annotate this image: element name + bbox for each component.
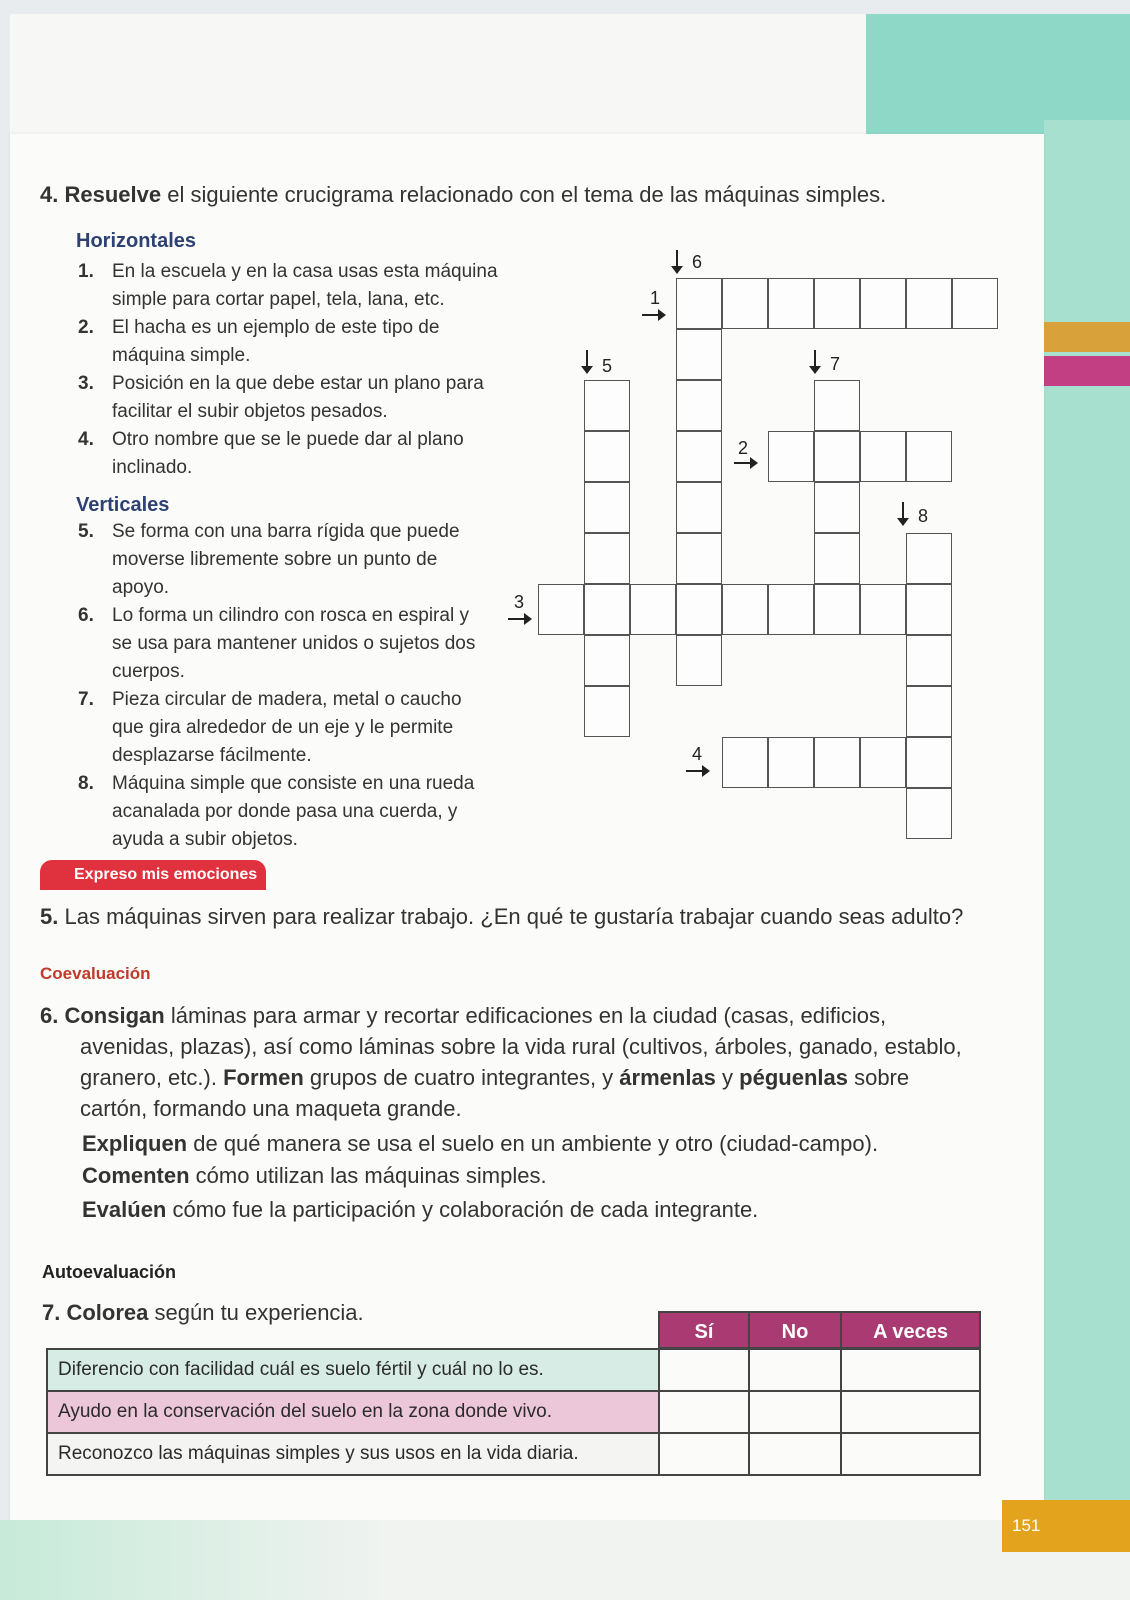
question-number: 5.: [40, 904, 59, 929]
clue-line: El hacha es un ejemplo de este tipo de: [112, 317, 440, 338]
clue-line: ayuda a subir objetos.: [112, 829, 298, 850]
arrow-right-icon: [508, 618, 526, 620]
crossword-cell[interactable]: [676, 635, 722, 686]
crossword-cell[interactable]: [952, 278, 998, 329]
decorative-bottom-band: [0, 1520, 1130, 1600]
answer-cell-a-veces[interactable]: [840, 1434, 981, 1474]
clue-item: [78, 770, 475, 854]
coevaluacion-heading: Coevaluación: [40, 964, 151, 983]
crossword-cell[interactable]: [814, 533, 860, 584]
question-text: según tu experiencia.: [148, 1300, 364, 1325]
crossword-cell[interactable]: [584, 686, 630, 737]
clue-line: que gira alrededor de un eje y le permite: [112, 717, 454, 738]
table-row: [46, 1432, 981, 1476]
question-text: el siguiente crucigrama relacionado con el tema de las máquinas simples.: [161, 182, 887, 207]
clue-line: apoyo.: [112, 577, 170, 598]
clue-marker-6: 6: [692, 252, 703, 272]
bold-verb: Consigan: [64, 1003, 165, 1028]
clue-number: 1.: [78, 261, 94, 282]
question-7: [42, 1300, 364, 1326]
question-6-step1: [82, 1128, 878, 1159]
bold-verb: Comenten: [82, 1163, 190, 1188]
clue-item: [78, 370, 484, 426]
text-run: láminas para armar y recortar edificaciones en la ciudad (casas, edificios,: [164, 1003, 887, 1028]
crossword-cell[interactable]: [538, 584, 584, 635]
table-header-a-veces: A veces: [840, 1311, 981, 1349]
question-4: [40, 182, 886, 208]
crossword-cell[interactable]: [906, 431, 952, 482]
text-run: grupos de cuatro integrantes, y: [303, 1065, 620, 1090]
crossword-cell[interactable]: [906, 737, 952, 788]
crossword-cell[interactable]: [676, 278, 722, 329]
bold-verb: Formen: [223, 1065, 304, 1090]
answer-cell-si[interactable]: [658, 1350, 750, 1390]
crossword-cell[interactable]: [814, 431, 860, 482]
answer-cell-no[interactable]: [748, 1350, 842, 1390]
table-row: [46, 1348, 981, 1392]
clue-marker-1: 1: [650, 288, 661, 308]
answer-cell-no[interactable]: [748, 1392, 842, 1432]
answer-cell-si[interactable]: [658, 1434, 750, 1474]
clue-number: 5.: [78, 521, 94, 542]
clue-line: facilitar el subir objetos pesados.: [112, 401, 388, 422]
crossword-cell[interactable]: [584, 533, 630, 584]
horizontales-heading: Horizontales: [76, 230, 197, 252]
crossword-cell[interactable]: [906, 686, 952, 737]
arrow-down-icon: [814, 350, 816, 368]
clue-marker-3: 3: [514, 592, 525, 612]
crossword-cell[interactable]: [814, 482, 860, 533]
clue-marker-4: 4: [692, 744, 703, 764]
text-run: y: [715, 1065, 740, 1090]
clue-line: Se forma con una barra rígida que puede: [112, 521, 460, 542]
clue-line: desplazarse fácilmente.: [112, 745, 312, 766]
page-number: 151: [1002, 1500, 1130, 1552]
clue-line: cuerpos.: [112, 661, 185, 682]
row-label: Reconozco las máquinas simples y sus usos en la vida diaria.: [48, 1434, 660, 1474]
clue-line: se usa para mantener unidos o sujetos dos: [112, 633, 476, 654]
clue-line: Pieza circular de madera, metal o caucho: [112, 689, 462, 710]
crossword-cell[interactable]: [814, 380, 860, 431]
clue-item: [78, 602, 476, 686]
question-number: 7.: [42, 1300, 61, 1325]
clue-item: [78, 314, 440, 370]
answer-cell-no[interactable]: [748, 1434, 842, 1474]
clue-line: inclinado.: [112, 457, 193, 478]
clue-number: 7.: [78, 689, 94, 710]
crossword-cell[interactable]: [814, 278, 860, 329]
text-run: cómo utilizan las máquinas simples.: [189, 1163, 547, 1188]
answer-cell-a-veces[interactable]: [840, 1392, 981, 1432]
crossword-cell[interactable]: [860, 431, 906, 482]
question-5: [40, 904, 963, 930]
bold-verb: ármenlas: [619, 1065, 716, 1090]
crossword-cell[interactable]: [676, 584, 722, 635]
clue-line: Posición en la que debe estar un plano para: [112, 373, 484, 394]
arrow-down-icon: [586, 350, 588, 368]
decorative-tab-magenta: [1044, 356, 1130, 386]
row-label: Diferencio con facilidad cuál es suelo fértil y cuál no lo es.: [48, 1350, 660, 1390]
crossword-cell[interactable]: [768, 737, 814, 788]
question-6-step2: [82, 1160, 547, 1191]
crossword-cell[interactable]: [676, 329, 722, 380]
clue-line: Otro nombre que se le puede dar al plano: [112, 429, 464, 450]
question-lead: Colorea: [66, 1300, 149, 1325]
question-6-line3: [80, 1062, 909, 1093]
crossword-cell[interactable]: [860, 584, 906, 635]
crossword-cell[interactable]: [860, 737, 906, 788]
bold-verb: Expliquen: [82, 1131, 188, 1156]
clue-line: moverse libremente sobre un punto de: [112, 549, 438, 570]
crossword-cell[interactable]: [722, 278, 768, 329]
question-number: 6.: [40, 1003, 59, 1028]
clue-marker-8: 8: [918, 506, 929, 526]
clue-marker-5: 5: [602, 356, 613, 376]
crossword-cell[interactable]: [814, 584, 860, 635]
crossword-cell[interactable]: [906, 278, 952, 329]
question-6-line2: avenidas, plazas), así como láminas sobre la vida rural (cultivos, árboles, ganado, establo,: [80, 1034, 962, 1059]
section-badge: Expreso mis emociones: [40, 860, 266, 890]
question-lead: Resuelve: [64, 182, 162, 207]
answer-cell-si[interactable]: [658, 1392, 750, 1432]
crossword-cell[interactable]: [906, 533, 952, 584]
clue-item: [78, 518, 460, 602]
row-label: Ayudo en la conservación del suelo en la zona donde vivo.: [48, 1392, 660, 1432]
arrow-right-icon: [686, 770, 704, 772]
crossword-cell[interactable]: [584, 635, 630, 686]
arrow-right-icon: [734, 462, 752, 464]
crossword-cell[interactable]: [906, 635, 952, 686]
table-header-no: No: [748, 1311, 842, 1349]
bold-verb: Evalúen: [82, 1197, 167, 1222]
text-run: de qué manera se usa el suelo en un ambiente y otro (ciudad-campo).: [187, 1131, 879, 1156]
crossword-cell[interactable]: [676, 482, 722, 533]
text-run: cómo fue la participación y colaboración de cada integrante.: [166, 1197, 759, 1222]
crossword-cell[interactable]: [584, 431, 630, 482]
autoevaluacion-heading: Autoevaluación: [42, 1262, 177, 1282]
table-row: [46, 1390, 981, 1434]
question-6-step3: [82, 1194, 758, 1225]
crossword-cell[interactable]: [722, 584, 768, 635]
text-run: granero, etc.).: [80, 1065, 224, 1090]
clue-number: 3.: [78, 373, 94, 394]
arrow-right-icon: [642, 314, 660, 316]
clue-line: En la escuela y en la casa usas esta máquina: [112, 261, 498, 282]
question-number: 4.: [40, 182, 59, 207]
crossword-cell[interactable]: [768, 584, 814, 635]
question-6-line4: cartón, formando una maqueta grande.: [80, 1096, 462, 1121]
clue-line: acanalada por donde pasa una cuerda, y: [112, 801, 458, 822]
text-run: sobre: [847, 1065, 910, 1090]
arrow-down-icon: [676, 250, 678, 268]
verticales-heading: Verticales: [76, 494, 170, 516]
crossword-cell[interactable]: [906, 788, 952, 839]
clue-number: 4.: [78, 429, 94, 450]
answer-cell-a-veces[interactable]: [840, 1350, 981, 1390]
question-text: Las máquinas sirven para realizar trabajo. ¿En qué te gustaría trabajar cuando seas adulto?: [64, 904, 964, 929]
table-header-si: Sí: [658, 1311, 750, 1349]
crossword-cell[interactable]: [906, 584, 952, 635]
crossword-cell[interactable]: [584, 482, 630, 533]
crossword-cell[interactable]: [676, 533, 722, 584]
crossword-cell[interactable]: [814, 737, 860, 788]
clue-marker-2: 2: [738, 438, 749, 458]
crossword-cell[interactable]: [676, 380, 722, 431]
decorative-tab-orange: [1044, 322, 1130, 352]
crossword-cell[interactable]: [630, 584, 676, 635]
crossword-cell[interactable]: [860, 278, 906, 329]
arrow-down-icon: [902, 502, 904, 520]
crossword-cell[interactable]: [584, 584, 630, 635]
clue-line: simple para cortar papel, tela, lana, etc.: [112, 289, 445, 310]
bold-verb: péguenlas: [739, 1065, 848, 1090]
clue-item: [78, 258, 498, 314]
clue-number: 2.: [78, 317, 94, 338]
crossword-cell[interactable]: [676, 431, 722, 482]
clue-line: Máquina simple que consiste en una rueda: [112, 773, 475, 794]
crossword-cell[interactable]: [768, 278, 814, 329]
clue-item: [78, 426, 464, 482]
crossword-cell[interactable]: [768, 431, 814, 482]
clue-line: máquina simple.: [112, 345, 251, 366]
question-6-line1: [40, 1000, 886, 1031]
clue-line: Lo forma un cilindro con rosca en espiral y: [112, 605, 469, 626]
crossword-cell[interactable]: [584, 380, 630, 431]
clue-marker-7: 7: [830, 354, 841, 374]
crossword-cell[interactable]: [722, 737, 768, 788]
clue-item: [78, 686, 462, 770]
clue-number: 6.: [78, 605, 94, 626]
clue-number: 8.: [78, 773, 94, 794]
